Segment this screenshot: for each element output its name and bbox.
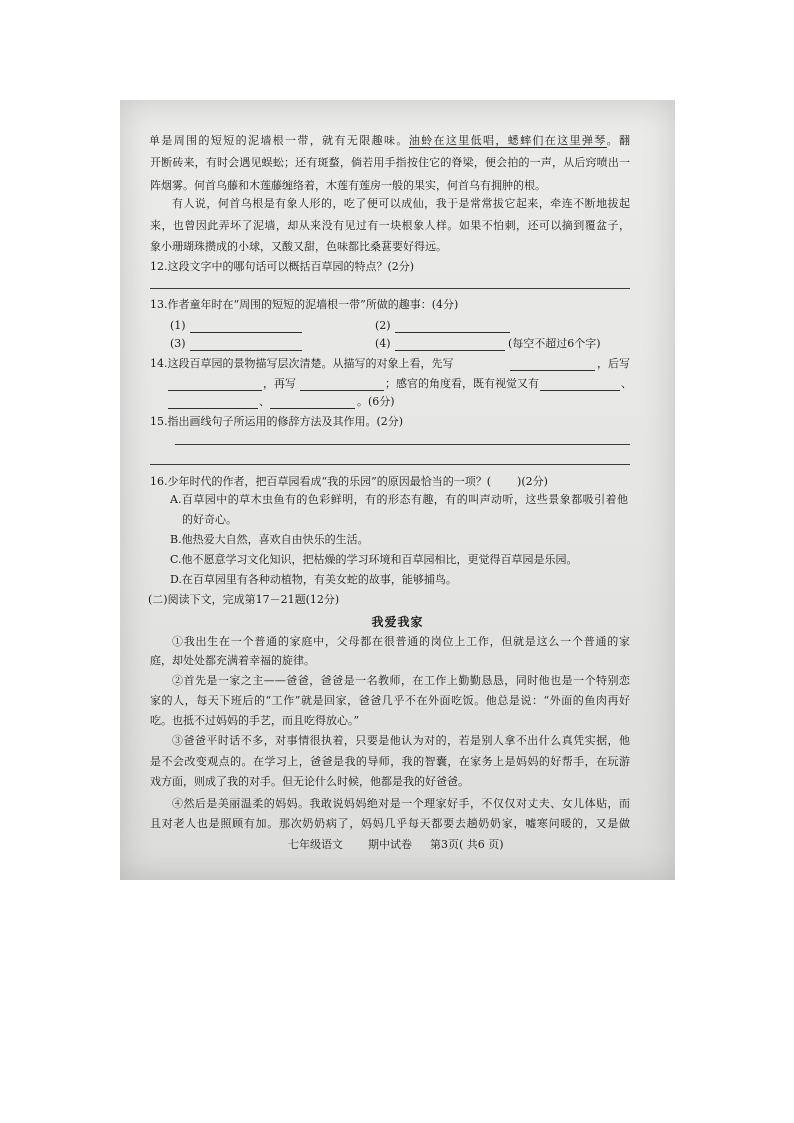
reading-line: ①我出生在一个普通的家庭中，父母都在很普通的岗位上工作，但就是这么一个普通的家 [172, 635, 630, 648]
answer-blank [190, 350, 302, 351]
blank-label: (2) [375, 319, 391, 332]
passage-line: 有人说，何首乌根是有象人形的，吃了便可以成仙，我于是常常拔它起来，牵连不断地拔起 [172, 197, 630, 210]
option-a: A.百草园中的草木虫鱼有的色彩鲜明，有的形态有趣，有的叫声动听，这些景象都吸引着他 [170, 493, 628, 506]
question-16-text: 16.少年时代的作者，把百草园看成“我的乐园”的原因最恰当的一项？( [150, 475, 492, 488]
question-16-prompt [150, 474, 548, 490]
question-13-prompt: 13.作者童年时在“周围的短短的泥墙根一带”所做的趣事：(4分) [150, 298, 459, 311]
reading-line: 是不会改变观点的。在学习上，爸爸是我的导师，我的智囊，在家务上是妈妈的好帮手，在玩游 [150, 755, 630, 768]
question-16-text: )(2分) [517, 475, 548, 488]
reading-line: 庭，却处处都充满着幸福的旋律。 [150, 654, 315, 667]
blank-label: (3) [170, 337, 186, 350]
answer-blank [510, 370, 595, 371]
answer-blank [540, 390, 620, 391]
option-c: C.他不愿意学习文化知识，把枯燥的学习环境和百草园相比，更觉得百草园是乐园。 [170, 553, 578, 566]
question-14-text: 、 [621, 377, 632, 390]
question-12-prompt: 12.这段文字中的哪句话可以概括百草园的特点？(2分) [150, 260, 415, 273]
question-14-text: 。(6分) [357, 395, 395, 408]
footer-page-number: 第3页( 共6 页) [430, 838, 504, 851]
question-14-text: ；感官的角度看，既有视觉又有 [385, 377, 539, 390]
answer-blank [300, 390, 384, 391]
passage-line: 开断砖来，有时会遇见蜈蚣；还有斑蝥，倘若用手指按住它的脊梁，便会拍的一声，从后窍喷出一 [150, 156, 630, 169]
answer-line [150, 288, 630, 289]
reading-title: 我爱我家 [371, 615, 424, 629]
passage-line: 阵烟雾。何首乌藤和木莲藤缠络着，木莲有莲房一般的果实，何首乌有拥肿的根。 [150, 179, 546, 192]
question-14-text: 14.这段百草园的景物描写层次清楚。从描写的对象上看，先写 [150, 357, 454, 370]
answer-blank [395, 332, 510, 333]
answer-blank [190, 332, 302, 333]
passage-line: 象小珊瑚珠攒成的小球，又酸又甜，色味都比桑葚要好得远。 [150, 240, 447, 253]
question-14-text: ，后写 [597, 357, 630, 370]
answer-line [175, 444, 630, 445]
option-d: D.在百草园里有各种动植物，有美女蛇的故事，能够捕鸟。 [170, 573, 457, 586]
reading-line: ②首先是一家之主——爸爸，爸爸是一名教师，在工作上勤勤恳恳，同时他也是一个特别恋 [172, 674, 630, 687]
footer-exam: 期中试卷 [368, 838, 412, 851]
passage-text: 单是周围的短短的泥墙根一带，就有无限趣味。 [149, 134, 409, 147]
section-heading: (二)阅读下文，完成第17－21题(12分) [148, 593, 340, 606]
reading-line: 家的人，每天下班后的“工作”就是回家，爸爸几乎不在外面吃饭。他总是说：“外面的鱼肉再好 [150, 694, 630, 707]
question-15-prompt: 15.指出画线句子所运用的修辞方法及其作用。(2分) [150, 415, 404, 428]
footer-subject: 七年级语文 [288, 838, 343, 851]
answer-line [150, 464, 630, 465]
blank-label: (4) [375, 337, 391, 350]
question-13-note: (每空不超过6个字) [508, 337, 601, 350]
reading-line: 且对老人也是照顾有加。那次奶奶病了，妈妈几乎每天都要去趟奶奶家，嘘寒问暖的，又是做 [150, 817, 630, 830]
reading-line: 吃。也抵不过妈妈的手艺，而且吃得放心。” [150, 714, 360, 727]
blank-label: (1) [170, 319, 186, 332]
passage-line: 来，也曾因此弄坏了泥墙，却从来没有见过有一块根象人样。如果不怕刺，还可以摘到覆盆子， [150, 219, 630, 232]
answer-blank [270, 408, 355, 409]
underlined-sentence: 油蛉在这里低唱，蟋蟀们在这里弹琴 [408, 134, 607, 147]
passage-line [149, 133, 630, 149]
reading-line: ④然后是美丽温柔的妈妈。我敢说妈妈绝对是一个理家好手，不仅仅对丈夫、女儿体贴，而 [172, 797, 630, 810]
answer-blank [168, 390, 262, 391]
reading-line: ③爸爸平时话不多，对事情很执着，只要是他认为对的，若是别人拿不出什么真凭实据，他 [172, 734, 630, 747]
answer-blank [395, 350, 505, 351]
option-a-continued: 的好奇心。 [182, 513, 237, 526]
question-14-text: 、 [259, 395, 270, 408]
reading-line: 戏方面，则成了我的对手。但无论什么时候，他都是我的好爸爸。 [150, 775, 469, 788]
question-14-text: ，再写 [263, 377, 296, 390]
passage-text: 。翻 [606, 134, 631, 147]
answer-blank [168, 408, 258, 409]
option-b: B.他热爱大自然，喜欢自由快乐的生活。 [170, 533, 369, 546]
